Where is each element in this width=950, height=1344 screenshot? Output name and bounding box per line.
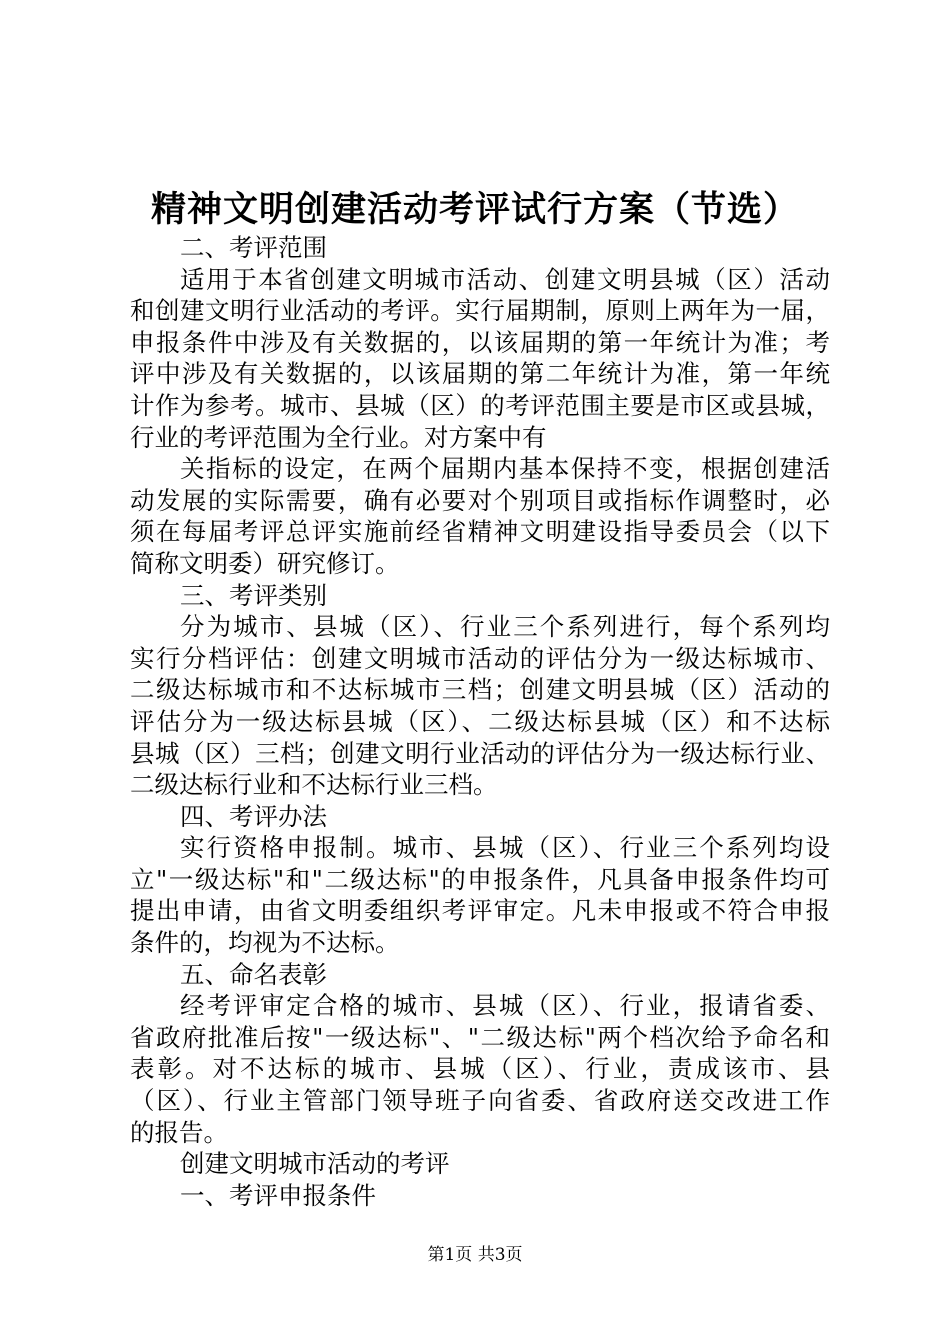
text-line: 创建文明城市活动的考评: [180, 1149, 450, 1179]
document-body: [130, 232, 830, 1211]
text-line: 立"一级达标"和"二级达标"的申报条件，凡具备申报条件均可: [130, 864, 830, 894]
text-line: 经考评审定合格的城市、县城（区）、行业，报请省委、: [180, 991, 830, 1021]
text-line: 和创建文明行业活动的考评。实行届期制，原则上两年为一届，: [130, 296, 830, 326]
text-line: 表彰。对不达标的城市、县城（区）、行业，责成该市、县: [130, 1054, 830, 1084]
text-line: 二级达标行业和不达标行业三档。: [130, 770, 498, 800]
document-title: 精神文明创建活动考评试行方案（节选）: [150, 190, 799, 230]
text-line: （区）、行业主管部门领导班子向省委、省政府送交改进工作: [130, 1086, 830, 1116]
text-line: 计作为参考。城市、县城（区）的考评范围主要是市区或县城，: [130, 390, 830, 420]
text-line: 提出申请，由省文明委组织考评审定。凡未申报或不符合申报: [130, 896, 830, 926]
page-footer: 第1页 共3页: [427, 1245, 523, 1265]
text-line: 五、命名表彰: [180, 959, 327, 989]
text-line: 行业的考评范围为全行业。对方案中有: [130, 422, 547, 452]
text-line: 适用于本省创建文明城市活动、创建文明县城（区）活动: [180, 264, 830, 294]
text-line: 评估分为一级达标县城（区）、二级达标县城（区）和不达标: [130, 706, 830, 736]
text-line: 二、考评范围: [180, 233, 327, 262]
text-line: 须在每届考评总评实施前经省精神文明建设指导委员会（以下: [130, 517, 830, 547]
text-line: 省政府批准后按"一级达标"、"二级达标"两个档次给予命名和: [130, 1022, 830, 1052]
text-line: 四、考评办法: [180, 801, 327, 831]
text-line: 关指标的设定，在两个届期内基本保持不变，根据创建活: [180, 454, 830, 484]
text-line: 一、考评申报条件: [180, 1180, 376, 1210]
text-line: 县城（区）三档；创建文明行业活动的评估分为一级达标行业、: [130, 738, 830, 768]
text-line: 评中涉及有关数据的，以该届期的第二年统计为准，第一年统: [130, 359, 830, 389]
text-line: 申报条件中涉及有关数据的，以该届期的第一年统计为准；考: [130, 327, 830, 357]
text-line: 实行资格申报制。城市、县城（区）、行业三个系列均设: [180, 833, 830, 863]
text-line: 的报告。: [130, 1117, 228, 1147]
text-line: 简称文明委）研究修订。: [130, 548, 400, 578]
text-line: 动发展的实际需要，确有必要对个别项目或指标作调整时，必: [130, 485, 830, 515]
text-line: 条件的，均视为不达标。: [130, 928, 400, 958]
text-line: 二级达标城市和不达标城市三档；创建文明县城（区）活动的: [130, 675, 830, 705]
text-line: 分为城市、县城（区）、行业三个系列进行，每个系列均: [180, 612, 830, 642]
text-line: 实行分档评估：创建文明城市活动的评估分为一级达标城市、: [130, 643, 830, 673]
text-line: 三、考评类别: [180, 580, 327, 610]
